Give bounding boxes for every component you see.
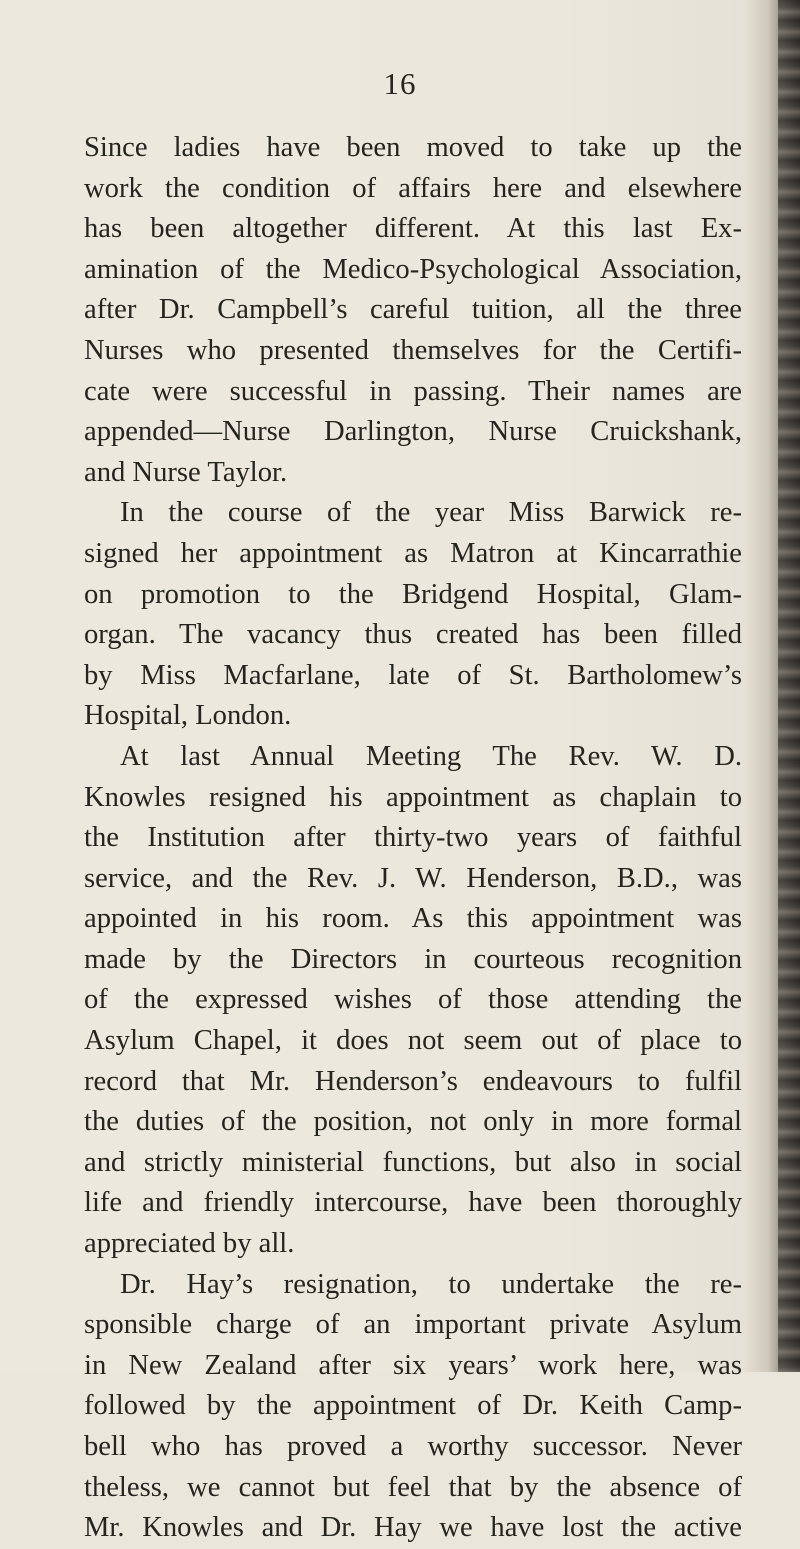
text-line: appended—Nurse Darlington, Nurse Cruickshank, [84,416,742,448]
text-line: Since ladies have been moved to take up the [84,132,742,163]
body-text [84,128,742,1549]
text-line: Asylum Chapel, it does not seem out of place to [84,1025,742,1057]
text-line: on promotion to the Bridgend Hospital, Glam- [84,578,742,610]
text-line: has been altogether different. At this last Ex- [84,213,742,245]
text-line: sponsible charge of an important private Asylum [84,1309,742,1341]
text-line: life and friendly intercourse, have been thoroughly [84,1187,742,1219]
text-line: Hospital, London. [84,700,292,732]
text-line: Knowles resigned his appointment as chaplain to [84,781,742,813]
text-line: in New Zealand after six years’ work here, was [84,1349,742,1381]
text-line: Nurses who presented themselves for the Certifi- [84,334,742,366]
text-line: and Nurse Taylor. [84,456,288,488]
text-line: of the expressed wishes of those attending the [84,984,742,1016]
page-edge-shadow [778,0,800,1372]
text-line: signed her appointment as Matron at Kincarrathie [84,537,742,569]
text-line: Dr. Hay’s resignation, to undertake the re- [120,1268,742,1300]
text-line: appointed in his room. As this appointment was [84,903,742,935]
text-line: organ. The vacancy thus created has been filled [84,619,742,651]
text-line: bell who has proved a worthy successor. Never [84,1431,742,1462]
text-line: the duties of the position, not only in more formal [84,1106,742,1138]
text-line: cate were successful in passing. Their names are [84,375,742,407]
text-line: appreciated by all. [84,1228,295,1260]
text-line: work the condition of affairs here and elsewhere [84,172,742,204]
text-line: record that Mr. Henderson’s endeavours to fulfil [84,1065,742,1097]
text-line: In the course of the year Miss Barwick re- [120,497,742,529]
text-line: followed by the appointment of Dr. Keith Camp- [84,1390,742,1422]
text-line: the Institution after thirty-two years of faithful [84,822,742,854]
text-line: amination of the Medico-Psychological Association, [84,253,742,285]
text-line: Mr. Knowles and Dr. Hay we have lost the active [84,1512,742,1544]
text-line: by Miss Macfarlane, late of St. Bartholomew’s [84,659,742,691]
page-number: 16 [383,66,417,101]
text-line: service, and the Rev. J. W. Henderson, B.D., was [84,862,742,894]
text-line: after Dr. Campbell’s careful tuition, all the three [84,294,742,326]
text-line: At last Annual Meeting The Rev. W. D. [120,740,742,772]
text-line: theless, we cannot but feel that by the absence of [84,1471,742,1503]
text-line: made by the Directors in courteous recognition [84,943,742,975]
text-line: and strictly ministerial functions, but also in social [84,1146,742,1178]
